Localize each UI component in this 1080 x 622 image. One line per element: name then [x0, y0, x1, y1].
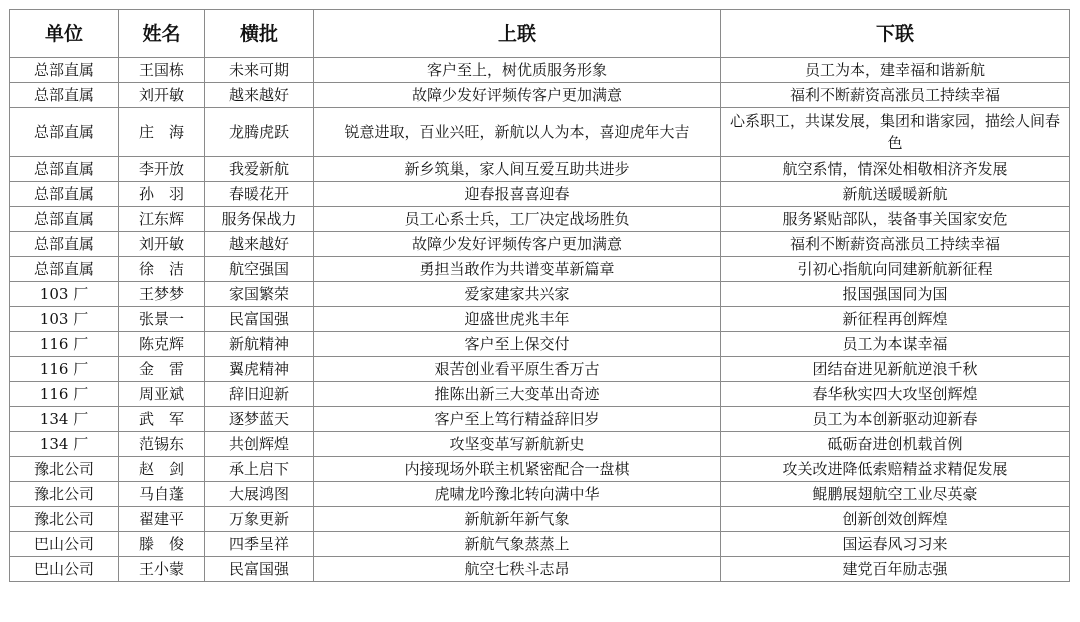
- cell-horizontal-scroll: 新航精神: [205, 332, 314, 357]
- cell-second-line: 春华秋实四大攻坚创辉煌: [721, 382, 1070, 407]
- cell-first-line: 航空七秩斗志昂: [314, 557, 721, 582]
- cell-horizontal-scroll: 未来可期: [205, 58, 314, 83]
- cell-horizontal-scroll: 民富国强: [205, 307, 314, 332]
- cell-second-line: 员工为本创新驱动迎新春: [721, 407, 1070, 432]
- table-row: [10, 232, 1070, 257]
- table-row: [10, 507, 1070, 532]
- cell-horizontal-scroll: 越来越好: [205, 232, 314, 257]
- cell-name: 滕 俊: [119, 532, 205, 557]
- table-row: [10, 108, 1070, 157]
- cell-name: 王梦梦: [119, 282, 205, 307]
- cell-second-line: 鲲鹏展翅航空工业尽英豪: [721, 482, 1070, 507]
- cell-unit: 103 厂: [10, 282, 119, 307]
- table-row: [10, 482, 1070, 507]
- cell-unit: 134 厂: [10, 407, 119, 432]
- cell-second-line: 砥砺奋进创机载首例: [721, 432, 1070, 457]
- cell-name: 王国栋: [119, 58, 205, 83]
- table-row: [10, 357, 1070, 382]
- cell-first-line: 锐意进取，百业兴旺，新航以人为本，喜迎虎年大吉: [314, 108, 721, 157]
- table-row: [10, 407, 1070, 432]
- cell-horizontal-scroll: 辞旧迎新: [205, 382, 314, 407]
- cell-unit: 总部直属: [10, 157, 119, 182]
- table-row: [10, 382, 1070, 407]
- table-row: [10, 157, 1070, 182]
- table-row: [10, 432, 1070, 457]
- cell-unit: 豫北公司: [10, 457, 119, 482]
- table-row: [10, 257, 1070, 282]
- table-row: [10, 332, 1070, 357]
- cell-first-line: 迎春报喜喜迎春: [314, 182, 721, 207]
- header-second-line: 下联: [721, 10, 1070, 58]
- cell-name: 马自蓬: [119, 482, 205, 507]
- cell-second-line: 引初心指航向同建新航新征程: [721, 257, 1070, 282]
- cell-name: 翟建平: [119, 507, 205, 532]
- cell-name: 赵 剑: [119, 457, 205, 482]
- cell-horizontal-scroll: 我爱新航: [205, 157, 314, 182]
- cell-second-line: 团结奋进见新航逆浪千秋: [721, 357, 1070, 382]
- cell-unit: 巴山公司: [10, 532, 119, 557]
- cell-name: 江东辉: [119, 207, 205, 232]
- cell-first-line: 艰苦创业看平原生香万古: [314, 357, 721, 382]
- cell-unit: 134 厂: [10, 432, 119, 457]
- cell-unit: 116 厂: [10, 332, 119, 357]
- cell-second-line: 航空系情，情深处相敬相济齐发展: [721, 157, 1070, 182]
- header-first-line: 上联: [314, 10, 721, 58]
- cell-first-line: 新乡筑巢，家人间互爱互助共进步: [314, 157, 721, 182]
- table-row: [10, 532, 1070, 557]
- cell-horizontal-scroll: 大展鸿图: [205, 482, 314, 507]
- cell-unit: 116 厂: [10, 357, 119, 382]
- cell-first-line: 员工心系士兵，工厂决定战场胜负: [314, 207, 721, 232]
- cell-name: 刘开敏: [119, 232, 205, 257]
- cell-unit: 巴山公司: [10, 557, 119, 582]
- cell-second-line: 员工为本谋幸福: [721, 332, 1070, 357]
- cell-horizontal-scroll: 四季呈祥: [205, 532, 314, 557]
- cell-second-line: 创新创效创辉煌: [721, 507, 1070, 532]
- cell-first-line: 攻坚变革写新航新史: [314, 432, 721, 457]
- table-body: [10, 58, 1070, 582]
- cell-unit: 总部直属: [10, 83, 119, 108]
- cell-first-line: 爱家建家共兴家: [314, 282, 721, 307]
- cell-name: 周亚斌: [119, 382, 205, 407]
- cell-unit: 豫北公司: [10, 507, 119, 532]
- cell-name: 范锡东: [119, 432, 205, 457]
- cell-first-line: 故障少发好评频传客户更加满意: [314, 83, 721, 108]
- cell-horizontal-scroll: 春暖花开: [205, 182, 314, 207]
- table-row: [10, 58, 1070, 83]
- cell-horizontal-scroll: 民富国强: [205, 557, 314, 582]
- cell-unit: 总部直属: [10, 108, 119, 157]
- cell-unit: 豫北公司: [10, 482, 119, 507]
- header-unit: 单位: [10, 10, 119, 58]
- cell-second-line: 员工为本，建幸福和谐新航: [721, 58, 1070, 83]
- cell-name: 金 雷: [119, 357, 205, 382]
- cell-second-line: 新征程再创辉煌: [721, 307, 1070, 332]
- cell-horizontal-scroll: 家国繁荣: [205, 282, 314, 307]
- table-row: [10, 182, 1070, 207]
- cell-first-line: 客户至上保交付: [314, 332, 721, 357]
- cell-first-line: 故障少发好评频传客户更加满意: [314, 232, 721, 257]
- cell-name: 李开放: [119, 157, 205, 182]
- cell-second-line: 国运春风习习来: [721, 532, 1070, 557]
- cell-first-line: 内接现场外联主机紧密配合一盘棋: [314, 457, 721, 482]
- cell-unit: 总部直属: [10, 257, 119, 282]
- table-row: [10, 282, 1070, 307]
- table-row: [10, 557, 1070, 582]
- cell-name: 武 军: [119, 407, 205, 432]
- cell-unit: 总部直属: [10, 182, 119, 207]
- cell-name: 徐 洁: [119, 257, 205, 282]
- header-row: [10, 10, 1070, 58]
- header-horizontal-scroll: 横批: [205, 10, 314, 58]
- table-row: [10, 307, 1070, 332]
- cell-unit: 116 厂: [10, 382, 119, 407]
- cell-horizontal-scroll: 万象更新: [205, 507, 314, 532]
- cell-second-line: 福利不断薪资高涨员工持续幸福: [721, 232, 1070, 257]
- cell-name: 张景一: [119, 307, 205, 332]
- cell-horizontal-scroll: 航空强国: [205, 257, 314, 282]
- cell-name: 庄 海: [119, 108, 205, 157]
- cell-first-line: 迎盛世虎兆丰年: [314, 307, 721, 332]
- couplet-table-container: [9, 9, 1069, 582]
- cell-first-line: 勇担当敢作为共谱变革新篇章: [314, 257, 721, 282]
- cell-first-line: 新航新年新气象: [314, 507, 721, 532]
- cell-second-line: 心系职工，共谋发展，集团和谐家园，描绘人间春色: [721, 108, 1070, 157]
- cell-name: 王小蒙: [119, 557, 205, 582]
- cell-horizontal-scroll: 越来越好: [205, 83, 314, 108]
- cell-second-line: 报国强国同为国: [721, 282, 1070, 307]
- cell-second-line: 建党百年励志强: [721, 557, 1070, 582]
- cell-second-line: 服务紧贴部队，装备事关国家安危: [721, 207, 1070, 232]
- cell-unit: 总部直属: [10, 207, 119, 232]
- cell-horizontal-scroll: 服务保战力: [205, 207, 314, 232]
- table-row: [10, 457, 1070, 482]
- header-name: 姓名: [119, 10, 205, 58]
- cell-horizontal-scroll: 逐梦蓝天: [205, 407, 314, 432]
- cell-horizontal-scroll: 承上启下: [205, 457, 314, 482]
- couplet-table: [9, 9, 1070, 582]
- cell-name: 刘开敏: [119, 83, 205, 108]
- cell-first-line: 客户至上，树优质服务形象: [314, 58, 721, 83]
- cell-second-line: 福利不断薪资高涨员工持续幸福: [721, 83, 1070, 108]
- cell-unit: 总部直属: [10, 58, 119, 83]
- table-row: [10, 207, 1070, 232]
- cell-first-line: 推陈出新三大变革出奇迹: [314, 382, 721, 407]
- table-row: [10, 83, 1070, 108]
- cell-first-line: 新航气象蒸蒸上: [314, 532, 721, 557]
- cell-horizontal-scroll: 共创辉煌: [205, 432, 314, 457]
- cell-second-line: 新航送暖暖新航: [721, 182, 1070, 207]
- cell-name: 孙 羽: [119, 182, 205, 207]
- cell-first-line: 客户至上笃行精益辞旧岁: [314, 407, 721, 432]
- cell-horizontal-scroll: 翼虎精神: [205, 357, 314, 382]
- cell-unit: 总部直属: [10, 232, 119, 257]
- cell-second-line: 攻关改进降低索赔精益求精促发展: [721, 457, 1070, 482]
- cell-first-line: 虎啸龙吟豫北转向满中华: [314, 482, 721, 507]
- cell-unit: 103 厂: [10, 307, 119, 332]
- cell-horizontal-scroll: 龙腾虎跃: [205, 108, 314, 157]
- cell-name: 陈克辉: [119, 332, 205, 357]
